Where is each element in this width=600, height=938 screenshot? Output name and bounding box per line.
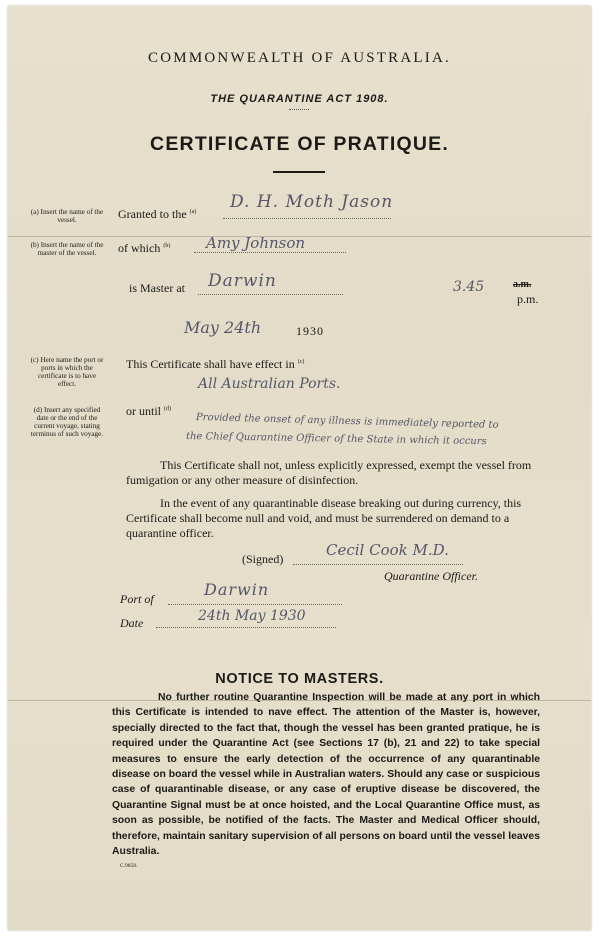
commonwealth-heading: COMMONWEALTH OF AUSTRALIA. xyxy=(148,50,451,66)
act-heading: THE QUARANTINE ACT 1908. xyxy=(210,93,389,105)
date-label: Date xyxy=(120,616,144,630)
certificate-document xyxy=(8,6,591,930)
margin-note-vessel: (a) Insert the name of the vessel. xyxy=(30,208,104,224)
effect-ports: All Australian Ports. xyxy=(198,376,341,392)
pm-label: p.m. xyxy=(517,292,539,306)
certificate-title: CERTIFICATE OF PRATIQUE. xyxy=(150,133,449,155)
quarantine-officer-label: Quarantine Officer. xyxy=(384,569,478,583)
am-struck: a.m. xyxy=(513,279,532,290)
date-value: 24th May 1930 xyxy=(198,608,306,624)
effect-label: This Certificate shall have effect in $^{(c)}$ xyxy=(126,357,305,371)
until-condition-line1: Provided the onset of any illness is immediately reported to xyxy=(195,412,499,431)
signed-label: (Signed) xyxy=(242,552,284,566)
notice-title: NOTICE TO MASTERS. xyxy=(215,671,384,687)
title-rule xyxy=(273,171,325,173)
issue-year: 1930 xyxy=(296,324,324,338)
granted-to-label: Granted to the $^{(a)}$ xyxy=(118,207,197,221)
date-line xyxy=(156,627,336,628)
signature-line xyxy=(293,564,463,565)
until-condition-line2: the Chief Quarantine Officer of the State in which it occurs xyxy=(185,431,487,448)
master-line xyxy=(194,252,346,253)
port-line xyxy=(168,604,342,605)
margin-note-effect: (c) Here name the port or ports in which the certificate is to have effect. xyxy=(30,356,104,388)
time-value: 3.45 xyxy=(453,279,485,295)
vessel-name: D. H. Moth Jason xyxy=(230,192,394,212)
place-value: Darwin xyxy=(208,271,277,291)
notice-body: No further routine Quarantine Inspection will be made at any port in which this Certificate is intended to nave effect. The attention of the Master is, however, specially directed to the fact that, though the vessel has been granted pratique, he is required under the Quarantine Act (see Sections 17 (b), 21 and 22) to take special measures to ensure the early detection of the occurrence of any quarantinable disease on board the vessel while in Australian waters. Should any case or suspicious case of quarantinable disease, or any case of eruptive disease be discovered, the Quarantine Signal must be at once hoisted, and the Local Quarantine Office must, as soon as possible, be notified of the facts. The Master and Medical Officer should, therefore, maintain sanitary supervision of all persons on board until the vessel leaves Australia. xyxy=(112,692,540,858)
issue-date-handwritten: May 24th xyxy=(184,318,262,337)
vessel-line xyxy=(223,218,391,219)
master-at-label: is Master at xyxy=(129,281,185,295)
fumigation-paragraph: This Certificate shall not, unless explicitly expressed, exempt the vessel from fumigation or any other measure of disinfection. xyxy=(126,458,532,487)
margin-note-until: (d) Insert any specified date or the end of the current voyage, stating terminus of such voyage. xyxy=(30,406,104,438)
of-which-label: of which $^{(b)}$ xyxy=(118,241,171,255)
officer-signature: Cecil Cook M.D. xyxy=(326,541,449,559)
form-number: C.9858. xyxy=(120,863,138,869)
until-label: or until $^{(d)}$ xyxy=(126,404,171,418)
place-line xyxy=(198,294,343,295)
disease-paragraph: In the event of any quarantinable disease breaking out during currency, this Certificate shall become null and void, and must be surrendered on demand to a quarantine officer. xyxy=(126,496,522,540)
master-name: Amy Johnson xyxy=(206,234,306,252)
port-value: Darwin xyxy=(204,580,270,599)
port-label: Port of xyxy=(120,592,154,606)
margin-note-master: (b) Insert the name of the master of the vessel. xyxy=(30,241,104,257)
ornament-divider xyxy=(289,109,309,111)
